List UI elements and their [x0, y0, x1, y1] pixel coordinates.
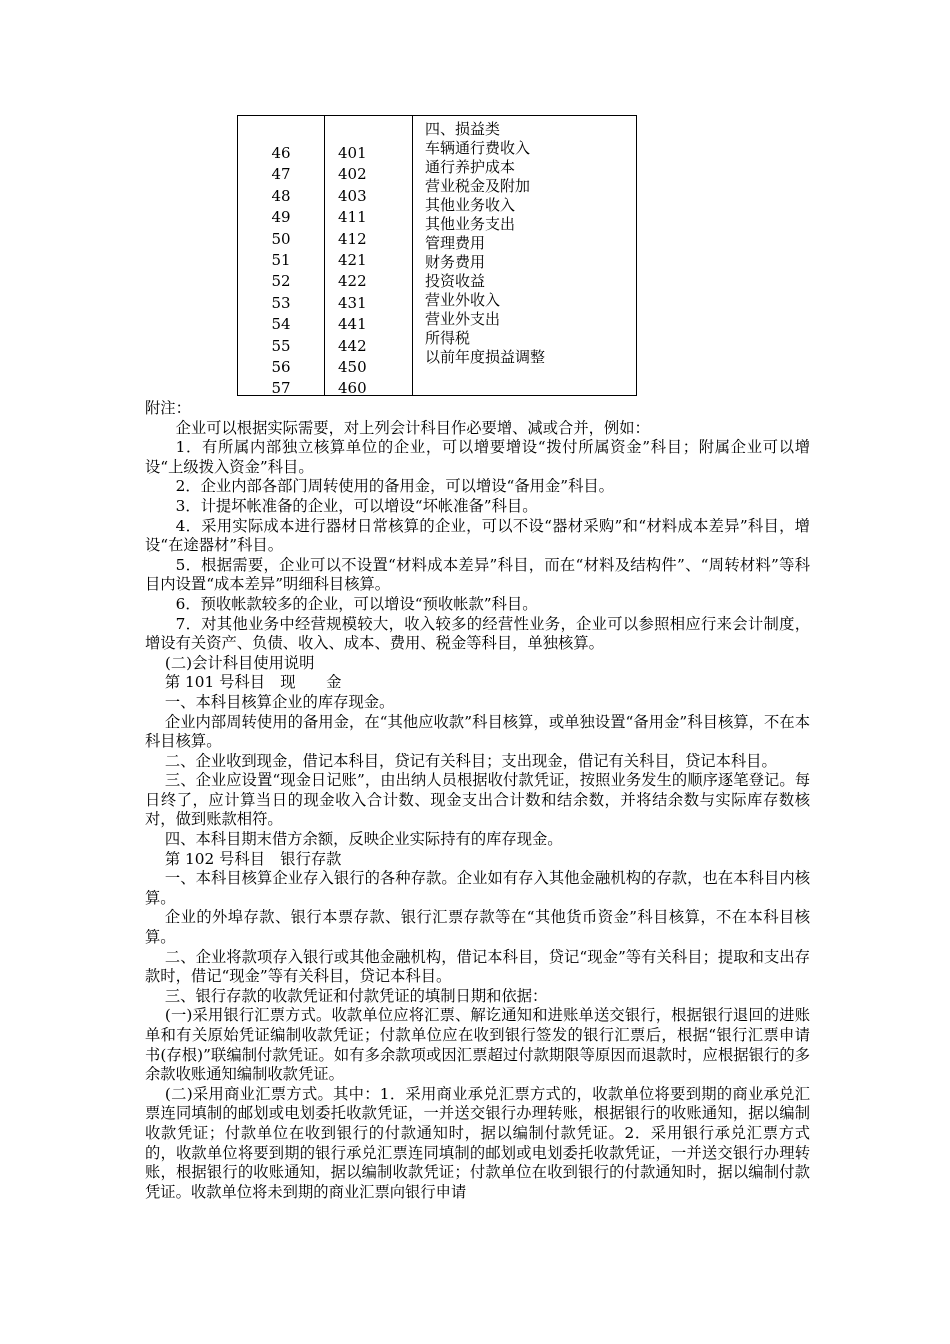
code-cell: 402: [338, 165, 367, 184]
note-paragraph: 企业可以根据实际需要，对上列会计科目作必要增、减或合并，例如：: [175, 418, 650, 437]
name-cell: 营业外收入: [425, 291, 501, 309]
name-cell: 以前年度损益调整: [425, 348, 546, 366]
account-paragraph: 四、本科目期末借方余额，反映企业实际持有的库存现金。: [164, 830, 563, 849]
document-body: [145, 399, 810, 1202]
name-cell: 所得税: [425, 329, 471, 347]
name-cell: 营业外支出: [425, 310, 501, 328]
seq-cell: 52: [271, 272, 291, 291]
account-paragraph: 三、银行存款的收款凭证和付款凭证的填制日期和依据：: [164, 986, 548, 1005]
name-cell: 营业税金及附加: [425, 177, 531, 195]
name-cell: 管理费用: [425, 234, 486, 252]
code-cell: 460: [338, 379, 367, 398]
note-paragraph: 7．对其他业务中经营规模较大，收入较多的经营性业务，企业可以参照相应行来会计制度，增设有关资产、负债、收入、成本、费用、税金等科目，单独核算。: [145, 614, 810, 653]
seq-cell: 47: [271, 165, 291, 184]
note-paragraph: 3．计提坏帐准备的企业，可以增设“坏帐准备”科目。: [175, 496, 538, 515]
code-cell: 401: [338, 144, 367, 162]
account-paragraph: 三、企业应设置“现金日记账”，由出纳人员根据收付款凭证，按照业务发生的顺序逐笔登记。每日终了，应计算当日的现金收入合计数、现金支出合计数和结余数，并将结余数与实际库存数核对，做到账款相符。: [145, 771, 810, 829]
table-divider: [412, 116, 413, 395]
seq-cell: 51: [271, 251, 291, 270]
code-column: [338, 143, 398, 400]
account-paragraph: (一)采用银行汇票方式。收款单位应将汇票、解讫通知和进账单送交银行，根据银行退回的进账单和有关原始凭证编制收款凭证；付款单位应在收到银行签发的银行汇票后，根据“银行汇票申请书(存根)”联编制付款凭证。如有多余款项或因汇票超过付款期限等原因而退款时，应根据银行的多余款收账通知编制收款凭证。: [145, 1006, 810, 1084]
name-cell: 财务费用: [425, 253, 486, 271]
seq-cell: 55: [271, 336, 291, 355]
seq-column: [238, 143, 324, 400]
account-paragraph: 一、本科目核算企业的库存现金。: [164, 692, 395, 711]
name-cell: 车辆通行费收入: [425, 139, 531, 157]
name-cell: 通行养护成本: [425, 158, 516, 176]
name-cell: 其他业务收入: [425, 196, 516, 214]
seq-cell: 56: [271, 358, 291, 377]
table-divider: [324, 116, 325, 395]
account-paragraph: 二、企业收到现金，借记本科目，贷记有关科目；支出现金，借记有关科目，贷记本科目。: [164, 751, 777, 770]
code-cell: 431: [338, 293, 367, 312]
code-cell: 441: [338, 315, 367, 334]
account-paragraph: 一、本科目核算企业存入银行的各种存款。企业如有存入其他金融机构的存款，也在本科目内核算。: [145, 869, 810, 907]
note-paragraph: 1．有所属内部独立核算单位的企业，可以增要增设“拨付所属资金”科目；附属企业可以增设“上级拨入资金”科目。: [145, 438, 810, 476]
account-paragraph: (二)采用商业汇票方式。其中：1．采用商业承兑汇票方式的，收款单位将要到期的商业承兑汇票连同填制的邮划或电划委托收款凭证，一并送交银行办理转账，根据银行的收账通知，据以编制收款凭证；付款单位在收到银行的付款通知时，据以编制付款凭证。2．采用银行承兑汇票方式的，收款单位将要到期的银行承兑汇票连同填制的邮划或电划委托收款凭证，一并送交银行办理转账，根据银行的收账通知，据以编制收款凭证；付款单位在收到银行的付款通知时，据以编制付款凭证。收款单位将未到期的商业汇票向银行申请: [145, 1084, 810, 1201]
seq-cell: 54: [271, 315, 291, 334]
account-title: 第 101 号科目 现 金: [164, 673, 342, 692]
seq-cell: 57: [271, 379, 291, 398]
seq-cell: 49: [271, 208, 291, 227]
account-title: 第 102 号科目 银行存款: [164, 849, 342, 868]
code-cell: 403: [338, 186, 367, 205]
code-cell: 412: [338, 229, 367, 248]
account-paragraph: 企业内部周转使用的备用金，在“其他应收款”科目核算，或单独设置“备用金”科目核算，不在本科目核算。: [145, 712, 810, 751]
section-heading: (二)会计科目使用说明: [164, 653, 315, 672]
notes-title: 附注：: [145, 399, 191, 417]
table-header: 四、损益类: [425, 120, 501, 138]
code-cell: 421: [338, 251, 367, 270]
name-column: [425, 120, 630, 367]
account-table: [237, 115, 637, 396]
code-cell: 422: [338, 272, 367, 291]
seq-cell: 48: [271, 186, 291, 205]
note-paragraph: 5．根据需要，企业可以不设置“材料成本差异”科目，而在“材料及结构件”、“周转材料”等科目内设置“成本差异”明细科目核算。: [145, 555, 810, 594]
name-cell: 投资收益: [425, 272, 486, 290]
note-paragraph: 2．企业内部各部门周转使用的备用金，可以增设“备用金”科目。: [175, 477, 614, 496]
code-cell: 411: [338, 208, 367, 227]
seq-cell: 50: [271, 229, 291, 248]
name-cell: 其他业务支出: [425, 215, 516, 233]
account-paragraph: 二、企业将款项存入银行或其他金融机构，借记本科目，贷记“现金”等有关科目；提取和支出存款时，借记“现金”等有关科目，贷记本科目。: [145, 947, 810, 986]
seq-cell: 53: [271, 293, 291, 312]
code-cell: 450: [338, 358, 367, 377]
account-paragraph: 企业的外埠存款、银行本票存款、银行汇票存款等在“其他货币资金”科目核算，不在本科目核算。: [145, 908, 810, 947]
seq-cell: 46: [271, 144, 291, 162]
note-paragraph: 4．采用实际成本进行器材日常核算的企业，可以不设“器材采购”和“材料成本差异”科目，增设“在途器材”科目。: [145, 516, 810, 555]
note-paragraph: 6．预收帐款较多的企业，可以增设“预收帐款”科目。: [175, 594, 538, 613]
code-cell: 442: [338, 336, 367, 355]
